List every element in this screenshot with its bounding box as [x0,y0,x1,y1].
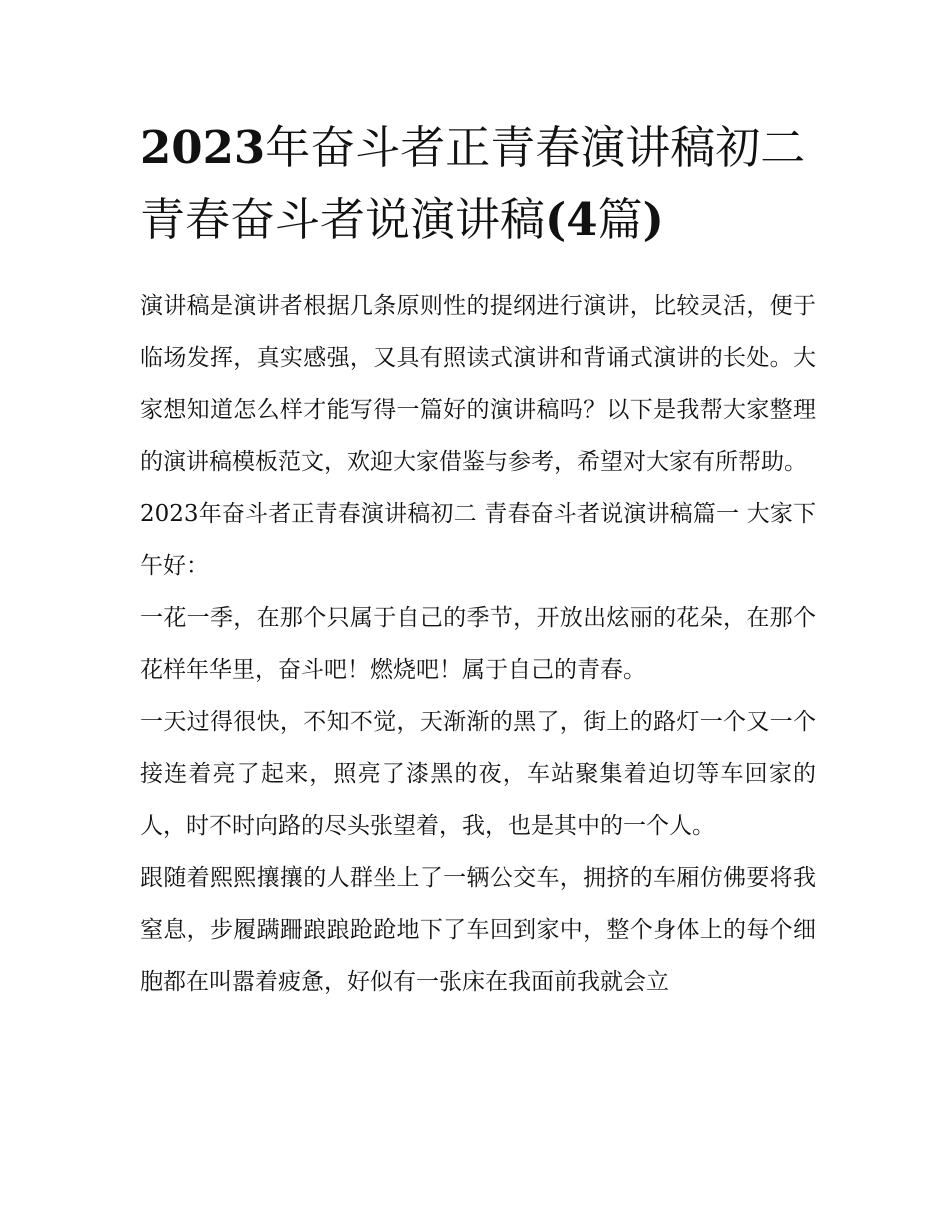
paragraph: 一花一季，在那个只属于自己的季节，开放出炫丽的花朵，在那个花样年华里，奋斗吧！燃烧吧！属于自己的青春。 [140,605,816,683]
paragraph-intro: 演讲稿是演讲者根据几条原则性的提纲进行演讲，比较灵活，便于临场发挥，真实感强，又具有照读式演讲和背诵式演讲的长处。大家想知道怎么样才能写得一篇好的演讲稿吗？以下是我帮大家整理的演讲稿模板范文，欢迎大家借鉴与参考，希望对大家有所帮助。 [140,293,816,475]
paragraph: 一天过得很快，不知不觉，天渐渐的黑了，街上的路灯一个又一个接连着亮了起来，照亮了漆黑的夜，车站聚集着迫切等车回家的人，时不时向路的尽头张望着，我，也是其中的一个人。 [140,709,816,839]
document-body [140,280,816,1008]
paragraph: 跟随着熙熙攘攘的人群坐上了一辆公交车，拥挤的车厢仿佛要将我窒息，步履蹒跚踉踉跄跄地下了车回到家中，整个身体上的每个细胞都在叫嚣着疲惫，好似有一张床在我面前我就会立 [140,865,816,995]
paragraph-section-heading: 2023年奋斗者正青春演讲稿初二 青春奋斗者说演讲稿篇一 大家下午好： [140,501,816,579]
document-title: 2023年奋斗者正青春演讲稿初二 青春奋斗者说演讲稿(4篇) [140,121,806,246]
